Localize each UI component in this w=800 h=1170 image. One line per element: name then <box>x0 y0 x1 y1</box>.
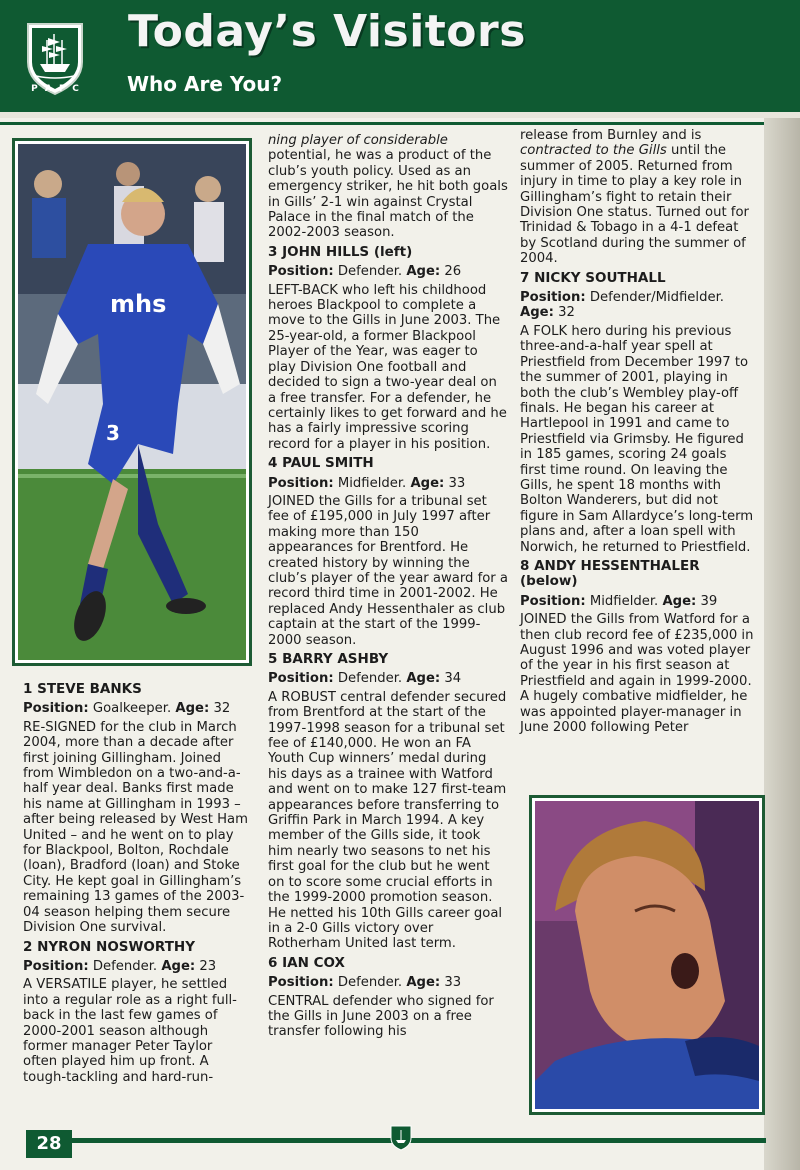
position-label: Position: <box>23 958 89 974</box>
age-label: Age: <box>406 264 441 280</box>
player-name: 2 NYRON NOSWORTHY <box>23 938 195 955</box>
position-label: Position: <box>268 671 334 687</box>
position-label: Position: <box>268 975 334 991</box>
page-header <box>0 0 800 112</box>
column-1 <box>23 680 249 1089</box>
age-label: Age: <box>406 671 441 687</box>
top-rule <box>0 122 800 125</box>
position-value: Midfielder. <box>589 593 659 609</box>
player-position-line <box>268 264 508 279</box>
age-value: 32 <box>213 701 231 717</box>
bio-text: release from Burnley and is <box>520 128 702 143</box>
position-value: Defender/Midfielder. <box>589 290 724 306</box>
player-bio: A FOLK hero during his previous three-and-a-half year spell at Priestfield from December 1997 to the summer of 2001, playing in both the club’s Wembley play-off finals. He began his career at Hartlepool in 1991 and came to Priestfield via Grimsby. He figured in 185 games, scoring 24 goals first time round. On leaving the Gills, he spent 18 months with Bolton Wanderers, but did not figure in Sam Allardyce’s long-term plans and, after a loan spell with Norwich, he returned to Priestfield. <box>520 323 754 555</box>
footer-crest-icon <box>389 1124 413 1152</box>
age-value: 26 <box>444 264 462 280</box>
age-value: 39 <box>700 593 718 609</box>
player-bio-continued <box>520 128 756 267</box>
position-value: Midfielder. <box>337 475 407 491</box>
page-number: 28 <box>26 1130 72 1158</box>
italic-fragment: contracted to the Gills <box>520 143 667 159</box>
bio-text: potential, he was a product of the club’s youth policy. Used as an emergency striker, he hit both goals in Gills’ 2-1 win against Crystal Palace in the final match of the 2002-2003 season. <box>268 148 508 241</box>
player-bio: RE-SIGNED for the club in March 2004, more than a decade after first joining Gillingham. Joined from Wimbledon on a two-and-a-half year deal. Banks first made his name at Gillingham in 1993 – after being released by West Ham United – and he went on to play for Blackpool, Bolton, Rochdale (loan), Bradford (loan) and Stoke City. He kept goal in Gillingham’s remaining 13 games of the 2003-04 season helping them secure Division One survival. <box>23 719 248 936</box>
position-value: Defender. <box>337 671 403 687</box>
position-label: Position: <box>268 475 334 491</box>
player-name: 4 PAUL SMITH <box>268 455 374 472</box>
position-label: Position: <box>520 593 586 609</box>
age-label: Age: <box>175 701 210 717</box>
player-name: 5 BARRY ASHBY <box>268 651 389 667</box>
player-photo-andy-hessenthaler <box>529 795 765 1115</box>
position-value: Goalkeeper. <box>92 701 172 717</box>
age-value: 34 <box>444 671 462 687</box>
position-label: Position: <box>520 290 586 306</box>
player-name: 7 NICKY SOUTHALL <box>520 269 666 286</box>
crest-letters: P A F C <box>31 84 81 94</box>
bio-text: until the summer of 2005. Returned from injury in time to play a key role in Gillingham’s fight to retain their Division One status. Turned out for Trinidad & Tobago in a 4-1 defeat by Scotland during the summer of 2004. <box>520 143 749 267</box>
position-label: Position: <box>268 264 334 280</box>
player-bio: CENTRAL defender who signed for the Gills in June 2003 on a free transfer following his <box>268 993 494 1040</box>
player-position-line <box>268 476 508 491</box>
position-label: Position: <box>23 701 89 717</box>
player-bio: A ROBUST central defender secured from Brentford at the start of the 1997-1998 season for a tribunal set fee of £140,000. He won an FA Youth Cup winners’ medal during his days as a trainee with Watford and went on to make 127 first-team appearances before transferring to Griffin Park in March 1994. A key member of the Gills side, it took him nearly two seasons to net his first goal for the club but he went on to score some crucial efforts in the 1999-2000 promotion season. He netted his 10th Gills career goal in a 2-0 Gills victory over Rotherham United last term. <box>268 689 507 952</box>
player-position-line <box>520 594 756 609</box>
age-value: 32 <box>558 305 575 321</box>
player-name: 6 IAN COX <box>268 954 345 971</box>
age-value: 33 <box>448 475 466 491</box>
player-bio: JOINED the Gills from Watford for a then club record fee of £235,000 in August 1996 and was voted player of the year in his first season at Priestfield and again in 1999-2000. A hugely combative midfielder, he was appointed player-manager in June 2000 following Peter <box>520 612 754 736</box>
player-position-line <box>520 290 756 321</box>
player-bio: LEFT-BACK who left his childhood heroes Blackpool to complete a move to the Gills in June 2003. The 25-year-old, a former Blackpool Player of the Year, was eager to play Division One football and decided to sign a two-year deal on a free transfer. For a defender, he certainly likes to get forward and he has a fairly impressive scoring record for a player in his position. <box>268 282 507 452</box>
player-name: 8 ANDY HESSENTHALER (below) <box>520 557 700 590</box>
shirt-sponsor: mhs <box>110 290 167 318</box>
player-bio: JOINED the Gills for a tribunal set fee of £195,000 in July 1997 after making more than 150 appearances for Brentford. He created history by winning the club’s player of the year award for a record third time in 2001-2002. He replaced Andy Hessenthaler as club captain at the start of the 1999-2000 season. <box>268 493 509 648</box>
player-position-line <box>23 701 249 716</box>
age-label: Age: <box>406 975 441 991</box>
page-edge <box>764 118 800 1170</box>
age-value: 23 <box>199 958 217 974</box>
column-2 <box>268 133 508 1044</box>
position-value: Defender. <box>92 958 158 974</box>
italic-fragment: ning player of considerable <box>268 133 448 148</box>
player-position-line <box>23 959 249 974</box>
age-value: 33 <box>444 975 462 991</box>
player-position-line <box>268 975 508 990</box>
position-value: Defender. <box>337 264 403 280</box>
age-label: Age: <box>662 593 697 609</box>
age-label: Age: <box>161 958 196 974</box>
position-value: Defender. <box>337 975 403 991</box>
player-photo-john-hills <box>12 138 252 666</box>
header-divider <box>0 112 800 118</box>
player-position-line <box>268 671 508 686</box>
player-bio: A VERSATILE player, he settled into a regular role as a right full-back in the last few games of 2000-2001 season although former manager Peter Taylor often played him up front. A tough-tackling and hard-run- <box>23 977 237 1085</box>
column-3 <box>520 128 756 739</box>
player-bio-continued <box>268 133 508 241</box>
shirt-number: 3 <box>106 421 120 445</box>
player-name: 1 STEVE BANKS <box>23 681 142 697</box>
age-label: Age: <box>520 305 554 321</box>
player-name: 3 JOHN HILLS (left) <box>268 243 413 260</box>
page-title: Today’s Visitors <box>128 6 526 57</box>
page-subtitle: Who Are You? <box>127 72 283 96</box>
age-label: Age: <box>410 475 445 491</box>
